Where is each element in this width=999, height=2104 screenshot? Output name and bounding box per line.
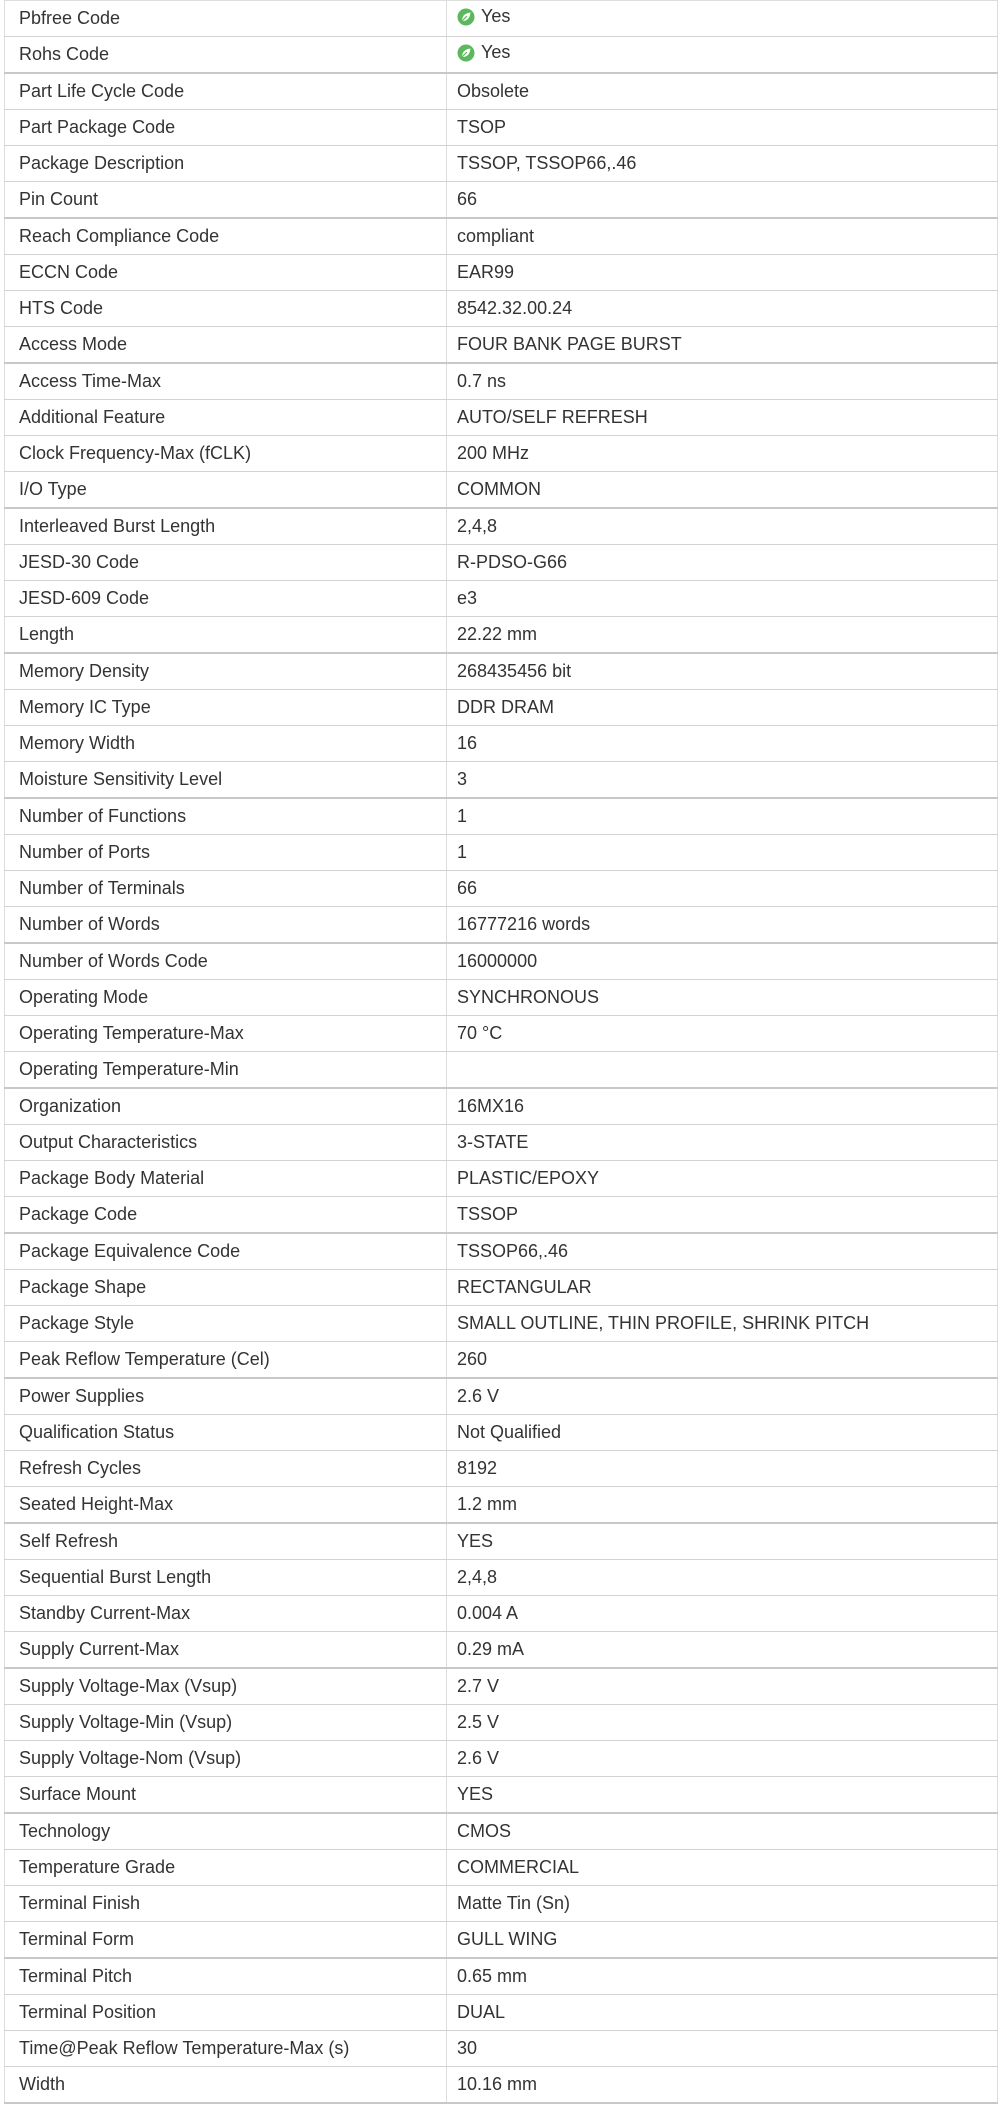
spec-label: JESD-609 Code <box>5 581 447 617</box>
spec-value: 16 <box>447 726 998 762</box>
spec-row <box>5 835 998 871</box>
spec-row <box>5 653 998 690</box>
spec-value: R-PDSO-G66 <box>447 545 998 581</box>
spec-label: Pin Count <box>5 182 447 219</box>
spec-label: Part Package Code <box>5 110 447 146</box>
spec-value <box>447 1052 998 1089</box>
spec-row <box>5 472 998 509</box>
spec-row <box>5 146 998 182</box>
spec-row <box>5 871 998 907</box>
spec-label: Moisture Sensitivity Level <box>5 762 447 799</box>
compliance-indicator <box>457 6 510 27</box>
spec-row <box>5 327 998 364</box>
spec-value: Not Qualified <box>447 1415 998 1451</box>
spec-row <box>5 798 998 835</box>
spec-value <box>447 37 998 74</box>
spec-label: Number of Functions <box>5 798 447 835</box>
spec-row <box>5 907 998 944</box>
spec-value-text: Yes <box>481 42 511 63</box>
spec-value: SMALL OUTLINE, THIN PROFILE, SHRINK PITCH <box>447 1306 998 1342</box>
spec-value: compliant <box>447 218 998 255</box>
spec-row <box>5 1560 998 1596</box>
spec-value: PLASTIC/EPOXY <box>447 1161 998 1197</box>
spec-label: Width <box>5 2067 447 2104</box>
spec-row <box>5 545 998 581</box>
spec-label: Memory Density <box>5 653 447 690</box>
spec-row <box>5 1523 998 1560</box>
spec-value: e3 <box>447 581 998 617</box>
spec-row <box>5 1850 998 1886</box>
spec-row <box>5 690 998 726</box>
spec-row <box>5 1668 998 1705</box>
spec-row <box>5 1125 998 1161</box>
spec-value: EAR99 <box>447 255 998 291</box>
spec-value-text: Yes <box>481 6 511 27</box>
spec-value: COMMERCIAL <box>447 1850 998 1886</box>
spec-label: Supply Voltage-Max (Vsup) <box>5 1668 447 1705</box>
spec-label: Refresh Cycles <box>5 1451 447 1487</box>
spec-label: Package Description <box>5 146 447 182</box>
spec-row <box>5 617 998 654</box>
spec-value: Matte Tin (Sn) <box>447 1886 998 1922</box>
spec-label: Sequential Burst Length <box>5 1560 447 1596</box>
spec-value: 260 <box>447 1342 998 1379</box>
spec-label: Access Mode <box>5 327 447 364</box>
spec-value: 66 <box>447 871 998 907</box>
spec-row <box>5 1016 998 1052</box>
spec-row <box>5 110 998 146</box>
spec-value: DUAL <box>447 1995 998 2031</box>
spec-label: Technology <box>5 1813 447 1850</box>
spec-label: Terminal Finish <box>5 1886 447 1922</box>
spec-row <box>5 2031 998 2067</box>
spec-row <box>5 1487 998 1524</box>
spec-value: 0.7 ns <box>447 363 998 400</box>
spec-value: 1.2 mm <box>447 1487 998 1524</box>
spec-value: 8192 <box>447 1451 998 1487</box>
spec-row <box>5 255 998 291</box>
spec-row <box>5 1886 998 1922</box>
spec-label: Supply Voltage-Min (Vsup) <box>5 1705 447 1741</box>
spec-label: Time@Peak Reflow Temperature-Max (s) <box>5 2031 447 2067</box>
spec-value: 16777216 words <box>447 907 998 944</box>
spec-row <box>5 508 998 545</box>
spec-value: 0.29 mA <box>447 1632 998 1669</box>
spec-row <box>5 1378 998 1415</box>
spec-label: Power Supplies <box>5 1378 447 1415</box>
spec-row <box>5 1922 998 1959</box>
spec-row <box>5 1342 998 1379</box>
spec-value: 22.22 mm <box>447 617 998 654</box>
spec-label: Standby Current-Max <box>5 1596 447 1632</box>
spec-value: 0.65 mm <box>447 1958 998 1995</box>
spec-label: Qualification Status <box>5 1415 447 1451</box>
spec-value: AUTO/SELF REFRESH <box>447 400 998 436</box>
spec-row <box>5 581 998 617</box>
spec-label: Output Characteristics <box>5 1125 447 1161</box>
spec-row <box>5 1813 998 1850</box>
spec-value: TSOP <box>447 110 998 146</box>
spec-row <box>5 400 998 436</box>
spec-label: Length <box>5 617 447 654</box>
spec-row <box>5 1741 998 1777</box>
spec-value: 0.004 A <box>447 1596 998 1632</box>
spec-row <box>5 1161 998 1197</box>
spec-row <box>5 1 998 37</box>
spec-label: Rohs Code <box>5 37 447 74</box>
spec-label: Seated Height-Max <box>5 1487 447 1524</box>
spec-label: Access Time-Max <box>5 363 447 400</box>
spec-row <box>5 363 998 400</box>
spec-row <box>5 1705 998 1741</box>
spec-value: YES <box>447 1777 998 1814</box>
spec-row <box>5 73 998 110</box>
spec-label: ECCN Code <box>5 255 447 291</box>
spec-label: Terminal Pitch <box>5 1958 447 1995</box>
pbfree-leaf-icon <box>457 8 475 26</box>
spec-row <box>5 1415 998 1451</box>
spec-row <box>5 726 998 762</box>
spec-table-body <box>5 1 998 2104</box>
spec-value: 3-STATE <box>447 1125 998 1161</box>
spec-value: COMMON <box>447 472 998 509</box>
spec-row <box>5 436 998 472</box>
spec-label: Operating Temperature-Max <box>5 1016 447 1052</box>
spec-row <box>5 291 998 327</box>
spec-value: 16MX16 <box>447 1088 998 1125</box>
spec-label: Package Shape <box>5 1270 447 1306</box>
spec-value: 2.5 V <box>447 1705 998 1741</box>
spec-label: Operating Temperature-Min <box>5 1052 447 1089</box>
spec-row <box>5 1306 998 1342</box>
spec-label: I/O Type <box>5 472 447 509</box>
spec-value: 1 <box>447 835 998 871</box>
spec-row <box>5 1596 998 1632</box>
spec-value: FOUR BANK PAGE BURST <box>447 327 998 364</box>
spec-label: Additional Feature <box>5 400 447 436</box>
spec-label: Reach Compliance Code <box>5 218 447 255</box>
spec-value: RECTANGULAR <box>447 1270 998 1306</box>
spec-label: Operating Mode <box>5 980 447 1016</box>
spec-row <box>5 218 998 255</box>
spec-value: YES <box>447 1523 998 1560</box>
spec-label: Number of Ports <box>5 835 447 871</box>
spec-value: 16000000 <box>447 943 998 980</box>
spec-label: Part Life Cycle Code <box>5 73 447 110</box>
spec-label: Package Body Material <box>5 1161 447 1197</box>
spec-label: Supply Voltage-Nom (Vsup) <box>5 1741 447 1777</box>
spec-row <box>5 980 998 1016</box>
spec-value: 70 °C <box>447 1016 998 1052</box>
spec-row <box>5 1088 998 1125</box>
spec-value: 2,4,8 <box>447 1560 998 1596</box>
spec-row <box>5 1233 998 1270</box>
spec-row <box>5 1958 998 1995</box>
spec-value: TSSOP66,.46 <box>447 1233 998 1270</box>
spec-label: Terminal Form <box>5 1922 447 1959</box>
spec-row <box>5 2067 998 2104</box>
spec-label: HTS Code <box>5 291 447 327</box>
spec-value <box>447 1 998 37</box>
spec-label: Surface Mount <box>5 1777 447 1814</box>
spec-row <box>5 1995 998 2031</box>
spec-row <box>5 762 998 799</box>
spec-row <box>5 1270 998 1306</box>
spec-label: Self Refresh <box>5 1523 447 1560</box>
spec-value: CMOS <box>447 1813 998 1850</box>
spec-label: Clock Frequency-Max (fCLK) <box>5 436 447 472</box>
spec-value: 30 <box>447 2031 998 2067</box>
spec-value: GULL WING <box>447 1922 998 1959</box>
spec-row <box>5 182 998 219</box>
spec-value: 268435456 bit <box>447 653 998 690</box>
spec-label: Number of Terminals <box>5 871 447 907</box>
spec-value: 10.16 mm <box>447 2067 998 2104</box>
spec-label: Pbfree Code <box>5 1 447 37</box>
spec-label: Supply Current-Max <box>5 1632 447 1669</box>
spec-value: SYNCHRONOUS <box>447 980 998 1016</box>
spec-row <box>5 1632 998 1669</box>
spec-label: Peak Reflow Temperature (Cel) <box>5 1342 447 1379</box>
spec-label: Memory Width <box>5 726 447 762</box>
spec-label: Number of Words <box>5 907 447 944</box>
spec-label: Interleaved Burst Length <box>5 508 447 545</box>
spec-label: JESD-30 Code <box>5 545 447 581</box>
spec-row <box>5 1451 998 1487</box>
spec-value: 2.7 V <box>447 1668 998 1705</box>
spec-value: 8542.32.00.24 <box>447 291 998 327</box>
spec-value: 2.6 V <box>447 1741 998 1777</box>
compliance-indicator <box>457 42 510 63</box>
spec-label: Temperature Grade <box>5 1850 447 1886</box>
spec-value: 1 <box>447 798 998 835</box>
spec-value: 3 <box>447 762 998 799</box>
spec-value: 2.6 V <box>447 1378 998 1415</box>
spec-label: Package Style <box>5 1306 447 1342</box>
spec-row <box>5 1052 998 1089</box>
spec-row <box>5 37 998 74</box>
rohs-leaf-icon <box>457 44 475 62</box>
spec-label: Package Equivalence Code <box>5 1233 447 1270</box>
part-specifications-table <box>4 0 998 2104</box>
spec-value: Obsolete <box>447 73 998 110</box>
spec-label: Memory IC Type <box>5 690 447 726</box>
spec-row <box>5 943 998 980</box>
spec-value: 66 <box>447 182 998 219</box>
spec-label: Organization <box>5 1088 447 1125</box>
spec-label: Terminal Position <box>5 1995 447 2031</box>
spec-value: 200 MHz <box>447 436 998 472</box>
spec-value: TSSOP, TSSOP66,.46 <box>447 146 998 182</box>
spec-value: 2,4,8 <box>447 508 998 545</box>
spec-row <box>5 1777 998 1814</box>
spec-value: DDR DRAM <box>447 690 998 726</box>
spec-label: Number of Words Code <box>5 943 447 980</box>
spec-label: Package Code <box>5 1197 447 1234</box>
spec-value: TSSOP <box>447 1197 998 1234</box>
spec-row <box>5 1197 998 1234</box>
